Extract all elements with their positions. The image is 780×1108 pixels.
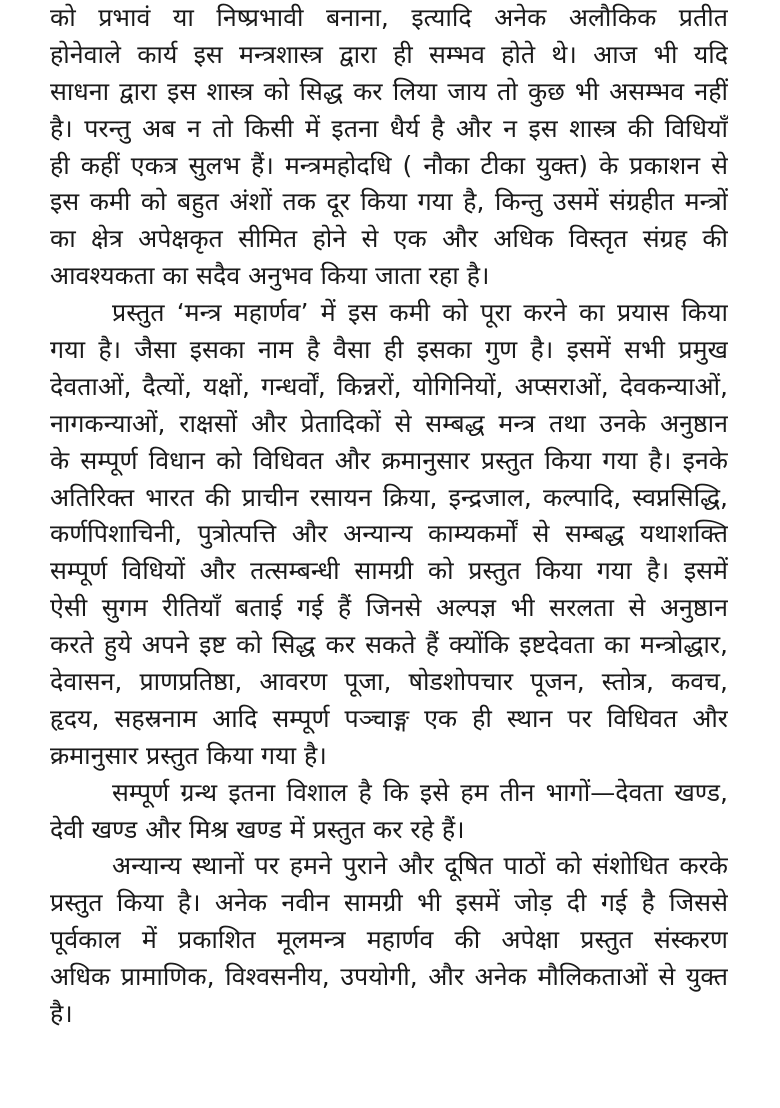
text-line: क्रमानुसार प्रस्तुत किया गया है। <box>50 740 327 770</box>
text-line: गया है। जैसा इसका नाम है वैसा ही इसका गुण है। इसमें सभी प्रमुख <box>50 335 728 365</box>
text-line: को प्रभावं या निष्प्रभावी बनाना, इत्यादि अनेक अलौकिक प्रतीत <box>50 3 728 32</box>
text-line: देवासन, प्राणप्रतिष्ठा, आवरण पूजा, षोडशोपचार पूजन, स्तोत्र, कवच, <box>50 667 728 697</box>
text-line: के सम्पूर्ण विधान को विधिवत और क्रमानुसार प्रस्तुत किया गया है। इनके <box>50 445 728 475</box>
text-line: नागकन्याओं, राक्षसों और प्रेतादिकों से सम्बद्ध मन्त्र तथा उनके अनुष्ठान <box>50 408 728 438</box>
text-line: कर्णपिशाचिनी, पुत्रोत्पत्ति और अन्यान्य काम्यकर्मों से सम्बद्ध यथाशक्ति <box>50 519 728 549</box>
text-line: साधना द्वारा इस शास्त्र को सिद्ध कर लिया जाय तो कुछ भी असम्भव नहीं <box>50 76 728 106</box>
text-line: अधिक प्रामाणिक, विश्वसनीय, उपयोगी, और अनेक मौलिकताओं से युक्त <box>50 962 728 992</box>
text-line: है। <box>50 999 73 1029</box>
document-page <box>50 0 728 1033</box>
text-line: देवी खण्ड और मिश्र खण्ड में प्रस्तुत कर रहे हैं। <box>50 814 465 844</box>
text-line: प्रस्तुत किया है। अनेक नवीन सामग्री भी इसमें जोड़ दी गई है जिससे <box>50 888 728 918</box>
text-line: इस कमी को बहुत अंशों तक दूर किया गया है, किन्तु उसमें संग्रहीत मन्त्रों <box>50 187 728 217</box>
paragraph <box>50 295 728 775</box>
text-line: अन्यान्य स्थानों पर हमने पुराने और दूषित पाठों को संशोधित करके <box>112 851 728 881</box>
text-line: ऐसी सुगम रीतियाँ बताई गई हैं जिनसे अल्पज्ञ भी सरलता से अनुष्ठान <box>50 593 728 623</box>
text-line: का क्षेत्र अपेक्षकृत सीमित होने से एक और अधिक विस्तृत संग्रह की <box>50 224 728 254</box>
paragraph <box>50 848 728 1032</box>
text-line: करते हुये अपने इष्ट को सिद्ध कर सकते हैं क्योंकि इष्टदेवता का मन्त्रोद्धार, <box>50 630 728 660</box>
text-line: है। परन्तु अब न तो किसी में इतना धैर्य है और न इस शास्त्र की विधियाँ <box>50 113 728 143</box>
text-line: प्रस्तुत ‘मन्त्र महार्णव’ में इस कमी को पूरा करने का प्रयास किया <box>112 298 728 328</box>
text-line: ही कहीं एकत्र सुलभ हैं। मन्त्रमहोदधि ( नौका टीका युक्त) के प्रकाशन से <box>50 150 728 180</box>
text-line: सम्पूर्ण ग्रन्थ इतना विशाल है कि इसे हम तीन भागों—देवता खण्ड, <box>112 777 728 807</box>
paragraph <box>50 0 728 295</box>
text-line: देवताओं, दैत्यों, यक्षों, गन्धर्वों, किन्नरों, योगिनियों, अप्सराओं, देवकन्याओं, <box>50 371 728 401</box>
text-line: पूर्वकाल में प्रकाशित मूलमन्त्र महार्णव की अपेक्षा प्रस्तुत संस्करण <box>50 925 728 955</box>
text-line: सम्पूर्ण विधियों और तत्सम्बन्धी सामग्री को प्रस्तुत किया गया है। इसमें <box>50 556 728 586</box>
text-line: होनेवाले कार्य इस मन्त्रशास्त्र द्वारा ही सम्भव होते थे। आज भी यदि <box>50 39 728 69</box>
text-line: हृदय, सहस्रनाम आदि सम्पूर्ण पञ्चाङ्ग एक ही स्थान पर विधिवत और <box>50 703 728 733</box>
text-line: अतिरिक्त भारत की प्राचीन रसायन क्रिया, इन्द्रजाल, कल्पादि, स्वप्नसिद्धि, <box>50 482 728 512</box>
text-line: आवश्यकता का सदैव अनुभव किया जाता रहा है। <box>50 261 490 291</box>
paragraph <box>50 775 728 849</box>
